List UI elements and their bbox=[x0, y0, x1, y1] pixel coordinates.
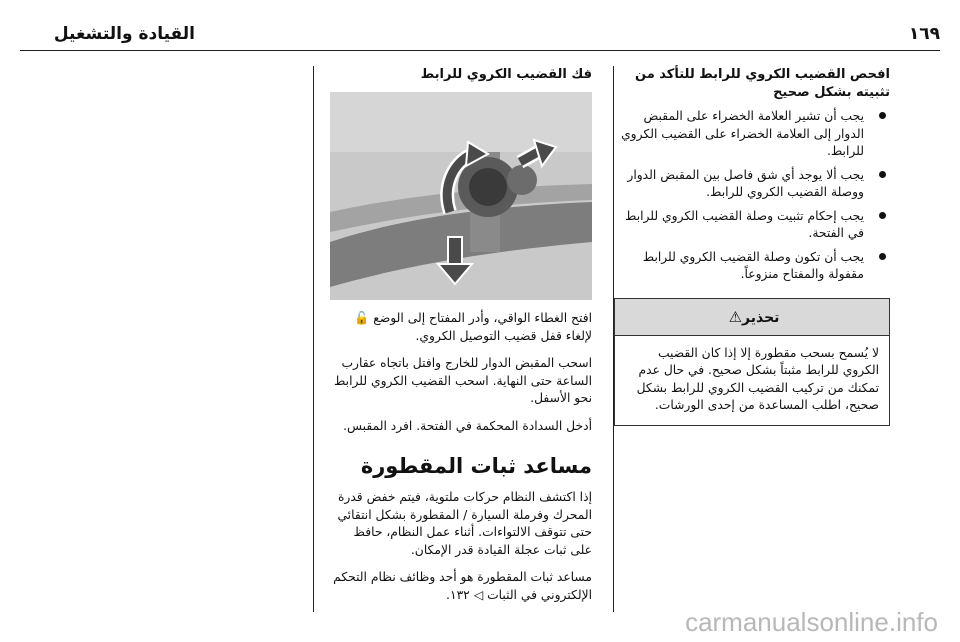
stability-reference: مساعد ثبات المقطورة هو أحد وظائف نظام التحكم الإلكتروني في الثبات ◁ ١٣٢. bbox=[333, 570, 592, 602]
watermark: carmanualsonline.info bbox=[685, 607, 938, 637]
list-item: يجب أن تكون وصلة القضيب الكروي للرابط مقفولة والمفتاح منزوعاً. bbox=[614, 249, 890, 284]
page-header bbox=[20, 24, 940, 50]
removal-step-2: اسحب المقبض الدوار للخارج وافتل باتجاه عقارب الساعة حتى النهاية. اسحب القضيب الكروي للرابط نحو الأسفل. bbox=[333, 356, 592, 405]
removal-step-1: افتح الغطاء الواقي، وأدر المفتاح إلى الوضع 🔓 لإلغاء قفل قضيب التوصيل الكروي. bbox=[354, 311, 592, 343]
column-divider-left bbox=[313, 66, 314, 612]
bullet-icon bbox=[879, 253, 886, 260]
page-number: ١٦٩ bbox=[908, 24, 940, 44]
warning-triangle-icon: ⚠ bbox=[728, 307, 743, 326]
stability-description: إذا اكتشف النظام حركات ملتوية، فيتم خفض قدرة المحرك وفرملة السيارة / المقطورة بشكل انتقائي حتى تتوقف الالتواءات. أثناء عمل النظام، حافظ على ثبات عجلة القيادة قدر الإمكان. bbox=[337, 490, 592, 557]
right-column bbox=[614, 66, 890, 426]
chapter-title: القيادة والتشغيل bbox=[53, 24, 195, 44]
left-column bbox=[330, 66, 592, 604]
removal-step-3: أدخل السدادة المحكمة في الفتحة. افرد المقبس. bbox=[343, 418, 592, 433]
list-item: يجب أن تشير العلامة الخضراء على المقبض الدوار إلى العلامة الخضراء على القضيب الكروي للرابط. bbox=[614, 108, 890, 161]
tow-bar-drawing bbox=[330, 92, 592, 300]
warning-title: تحذير⚠ bbox=[615, 299, 889, 336]
bullet-icon bbox=[879, 171, 886, 178]
header-rule bbox=[20, 50, 940, 51]
section-title: مساعد ثبات المقطورة bbox=[360, 454, 592, 478]
check-heading: افحص القضيب الكروي للرابط للتأكد من تثبيته بشكل صحيح bbox=[635, 67, 890, 100]
bullet-icon bbox=[879, 212, 886, 219]
check-list bbox=[614, 108, 890, 284]
list-item: يجب إحكام تثبيت وصلة القضيب الكروي للرابط في الفتحة. bbox=[614, 208, 890, 243]
removal-heading: فك القضيب الكروي للرابط bbox=[420, 67, 592, 82]
warning-body: لا يُسمح بسحب مقطورة إلا إذا كان القضيب الكروي للرابط مثبتاً بشكل صحيح. في حال عدم تمكنك من تركيب القضيب الكروي للرابط بشكل صحيح، اطلب المساعدة من إحدى الورشات. bbox=[636, 345, 879, 412]
warning-box bbox=[614, 298, 890, 426]
tow-bar-illustration bbox=[330, 92, 592, 300]
bullet-icon bbox=[879, 112, 886, 119]
list-item: يجب ألا يوجد أي شق فاصل بين المقبض الدوار ووصلة القضيب الكروي للرابط. bbox=[614, 167, 890, 202]
